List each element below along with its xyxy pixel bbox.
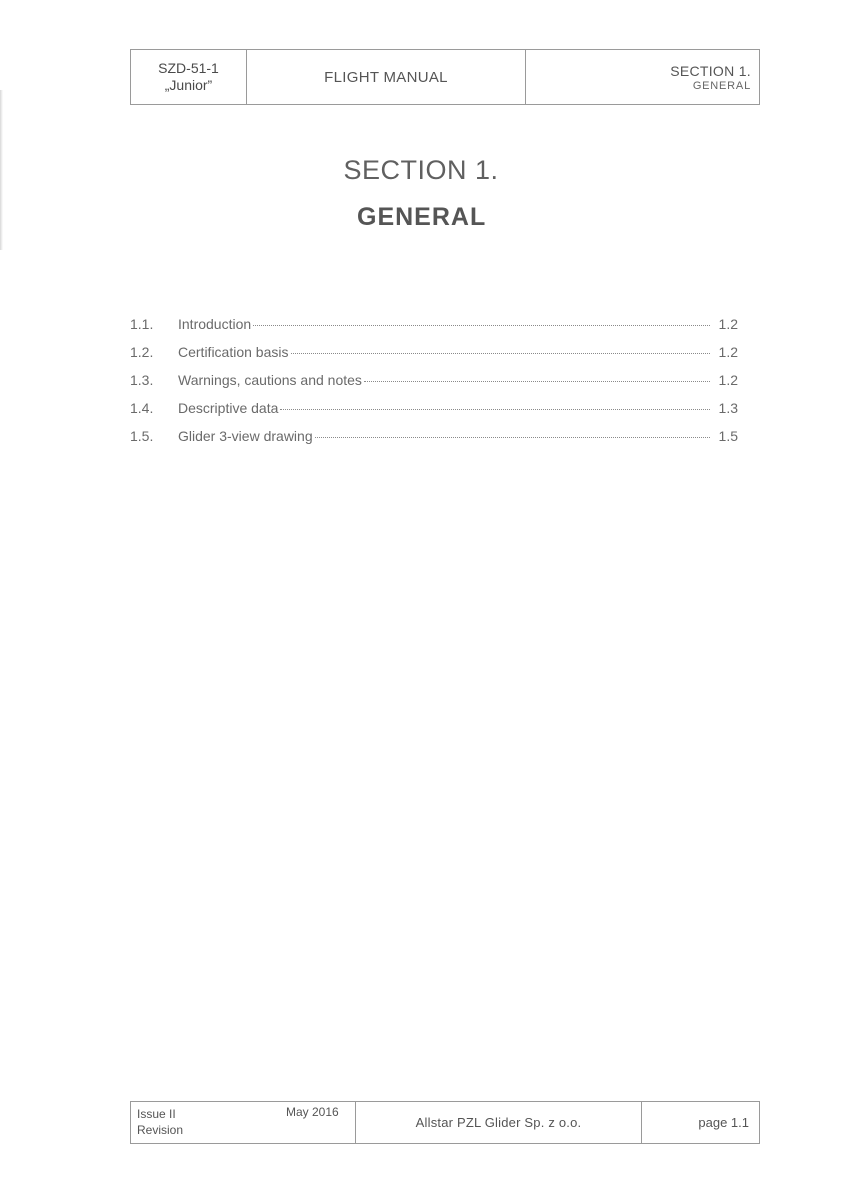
toc-item[interactable] [130,372,738,400]
toc-item-page: 1.2 [718,344,738,360]
toc-item-page: 1.2 [718,372,738,388]
toc-leader-dots [315,437,710,438]
header-section-cell [526,50,759,104]
toc-item-title: Warnings, cautions and notes [178,372,362,388]
toc-item-title: Descriptive data [178,400,279,416]
toc-item[interactable] [130,344,738,372]
table-of-contents [130,316,738,456]
footer-page-cell [642,1102,759,1143]
toc-item-page: 1.2 [718,316,738,332]
header-doc-title-cell [247,50,526,104]
page-header [130,49,760,105]
toc-item-page: 1.5 [718,428,738,444]
header-model: SZD-51-1 [158,60,219,76]
toc-item-title: Glider 3-view drawing [178,428,313,444]
page-title: SECTION 1. [343,155,499,185]
toc-item-number: 1.1. [130,316,154,332]
toc-item-page: 1.3 [718,400,738,416]
footer-date: May 2016 [286,1105,339,1119]
footer-issue: Issue II [137,1107,176,1121]
header-model-cell [131,50,247,104]
toc-leader-dots [280,409,710,410]
page-subtitle: GENERAL [357,203,487,231]
header-doc-title: FLIGHT MANUAL [324,68,448,86]
footer-company-cell [356,1102,642,1143]
toc-item-title: Introduction [178,316,252,332]
footer-company: Allstar PZL Glider Sp. z o.o. [415,1115,582,1130]
toc-item[interactable] [130,400,738,428]
page-footer [130,1101,760,1144]
toc-item-number: 1.3. [130,372,154,388]
toc-item-number: 1.2. [130,344,154,360]
footer-page-number: page 1.1 [698,1115,749,1130]
header-model-name: „Junior” [164,77,213,93]
toc-item[interactable] [130,428,738,456]
toc-leader-dots [291,353,711,354]
header-section-name: GENERAL [692,79,751,92]
toc-item-number: 1.5. [130,428,154,444]
toc-item-title: Certification basis [178,344,289,360]
footer-issue-cell [131,1102,356,1143]
toc-item-number: 1.4. [130,400,154,416]
toc-leader-dots [364,381,710,382]
footer-revision: Revision [137,1123,184,1137]
toc-leader-dots [253,325,710,326]
header-section: SECTION 1. [670,62,751,79]
toc-item[interactable] [130,316,738,344]
